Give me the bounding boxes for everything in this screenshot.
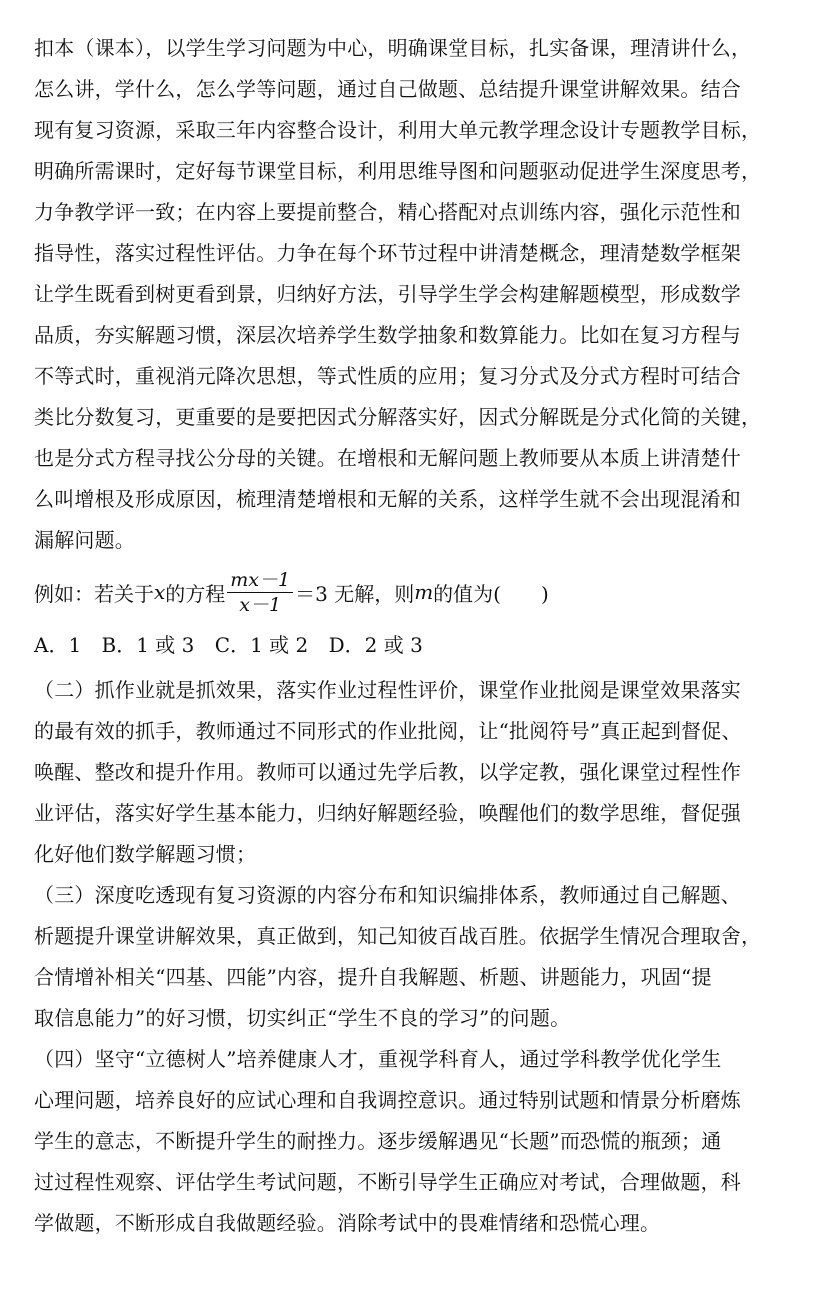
text-line: 类比分数复习，更重要的是要把因式分解落实好，因式分解既是分式化简的关键， [34,405,762,429]
text-line: 让学生既看到树更看到景，归纳好方法，引导学生学会构建解题模型，形成数学 [34,282,741,306]
paragraph-4 [34,1039,788,1244]
fraction-denominator: x－1 [239,593,282,616]
text-line: 么叫增根及形成原因，梳理清楚增根和无解的关系，这样学生就不会出现混淆和 [34,487,741,511]
text-line: 过过程性观察、评估学生考试问题，不断引导学生正确应对考试，合理做题，科 [34,1170,741,1194]
text-line: 的最有效的抓手，教师通过不同形式的作业批阅，让“批阅符号”真正起到督促、 [34,719,742,743]
option-b: B．1 或 3 [101,633,195,657]
text-line: 业评估，落实好学生基本能力，归纳好解题经验，唤醒他们的数学思维，督促强 [34,801,741,825]
text-line: 扣本（课本），以学生学习问题为中心，明确课堂目标，扎实备课，理清讲什么， [34,36,752,60]
text-line: 也是分式方程寻找公分母的关键。在增根和无解问题上教师要从本质上讲清楚什 [34,446,741,470]
text-line: 力争教学评一致；在内容上要提前整合，精心搭配对点训练内容，强化示范性和 [34,200,741,224]
text-line: 指导性，落实过程性评估。力争在每个环节过程中讲清楚概念，理清楚数学框架 [34,241,741,265]
option-a: A．1 [34,633,82,657]
example-question [34,563,788,621]
answer-options [34,625,788,666]
equation-fraction [227,568,293,617]
text-line: 合情增补相关“四基、四能”内容，提升自我解题、析题、讲题能力，巩固“提 [34,965,712,989]
text-line: 取信息能力”的好习惯，切实纠正“学生不良的学习”的问题。 [34,1006,571,1030]
fraction-numerator: mx－1 [227,568,293,593]
text-line: （二）抓作业就是抓效果，落实作业过程性评价，课堂作业批阅是课堂效果落实 [34,678,741,702]
text-line: 怎么讲，学什么，怎么学等问题，通过自己做题、总结提升课堂讲解效果。结合 [34,77,741,101]
option-d: D．2 或 3 [328,633,423,657]
text-line: 品质，夯实解题习惯，深层次培养学生数学抽象和数算能力。比如在复习方程与 [34,323,741,347]
paragraph-2 [34,670,788,875]
example-mid: 的方程 [165,581,226,606]
text-line: 明确所需课时，定好每节课堂目标，利用思维导图和问题驱动促进学生深度思考， [34,159,762,183]
text-line: 心理问题，培养良好的应试心理和自我调控意识。通过特别试题和情景分析磨炼 [34,1088,741,1112]
text-line: 唤醒、整改和提升作用。教师可以通过先学后教，以学定教，强化课堂过程性作 [34,760,741,784]
text-line: 不等式时，重视消元降次思想，等式性质的应用；复习分式及分式方程时可结合 [34,364,741,388]
variable-m: m [414,580,434,604]
text-line: 学做题，不断形成自我做题经验。消除考试中的畏难情绪和恐慌心理。 [34,1211,661,1235]
text-line: 漏解问题。 [34,528,135,552]
example-prefix: 例如：若关于 [34,581,154,606]
text-line: 析题提升课堂讲解效果，真正做到，知己知彼百战百胜。依据学生情况合理取舍， [34,924,762,948]
text-line: 化好他们数学解题习惯； [34,842,257,866]
variable-x: x [154,580,166,604]
text-line: 现有复习资源，采取三年内容整合设计，利用大单元教学理念设计专题教学目标， [34,118,762,142]
text-line: （三）深度吃透现有复习资源的内容分布和知识编排体系，教师通过自己解题、 [34,883,741,907]
text-line: 学生的意志，不断提升学生的耐挫力。逐步缓解遇见“长题”而恐慌的瓶颈；通 [34,1129,722,1153]
text-line: （四）坚守“立德树人”培养健康人才，重视学科育人，通过学科教学优化学生 [34,1047,722,1071]
example-suffix: 的值为( ) [433,581,549,606]
paragraph-3 [34,875,788,1039]
example-equals: ＝3 无解，则 [295,581,415,606]
paragraph-1 [34,28,788,561]
option-c: C．1 或 2 [214,633,309,657]
